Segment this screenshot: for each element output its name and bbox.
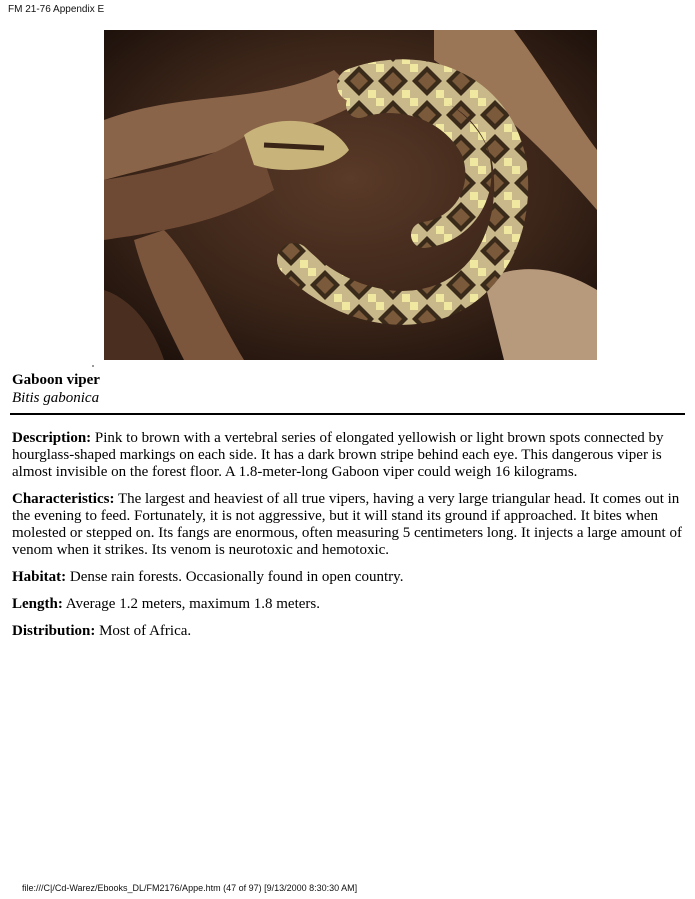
section-text: Pink to brown with a vertebral series of elongated yellowish or light brown spots connected by hourglass-shaped markings on each side. It has a dark brown stripe behind each eye. This dangerous viper is almost invisible on the forest floor. A 1.8-meter-long Gaboon viper could weigh 16 kilograms.	[12, 430, 664, 480]
section-label: Length:	[12, 596, 63, 612]
section-label: Characteristics:	[12, 491, 115, 507]
length-paragraph	[12, 596, 684, 613]
description-paragraph	[12, 430, 684, 481]
section-label: Description:	[12, 430, 92, 446]
section-label: Distribution:	[12, 623, 96, 639]
divider	[10, 413, 685, 415]
species-title: Gaboon viper	[12, 372, 100, 388]
habitat-paragraph	[12, 569, 684, 586]
distribution-paragraph	[12, 623, 684, 640]
page-header: FM 21-76 Appendix E	[8, 4, 105, 15]
section-label: Habitat:	[12, 569, 67, 585]
page-footer: file:///C|/Cd-Warez/Ebooks_DL/FM2176/Appe.htm (47 of 97) [9/13/2000 8:30:30 AM]	[22, 883, 358, 893]
section-text: The largest and heaviest of all true vipers, having a very large triangular head. It comes out in the evening to feed. Fortunately, it is not aggressive, but it will stand its ground if approached. It bites when molested or stepped on. Its fangs are enormous, often measuring 5 centimeters long. It injects a large amount of venom when it strikes. Its venom is neurotoxic and hemotoxic.	[12, 491, 682, 558]
section-text: Dense rain forests. Occasionally found in open country.	[66, 569, 404, 585]
gaboon-viper-photo	[104, 30, 597, 360]
section-text: Most of Africa.	[95, 623, 192, 639]
characteristics-paragraph	[12, 491, 684, 559]
scientific-name: Bitis gabonica	[12, 390, 100, 406]
species-description	[12, 430, 684, 650]
image-marker	[92, 365, 94, 367]
section-text: Average 1.2 meters, maximum 1.8 meters.	[62, 596, 320, 612]
